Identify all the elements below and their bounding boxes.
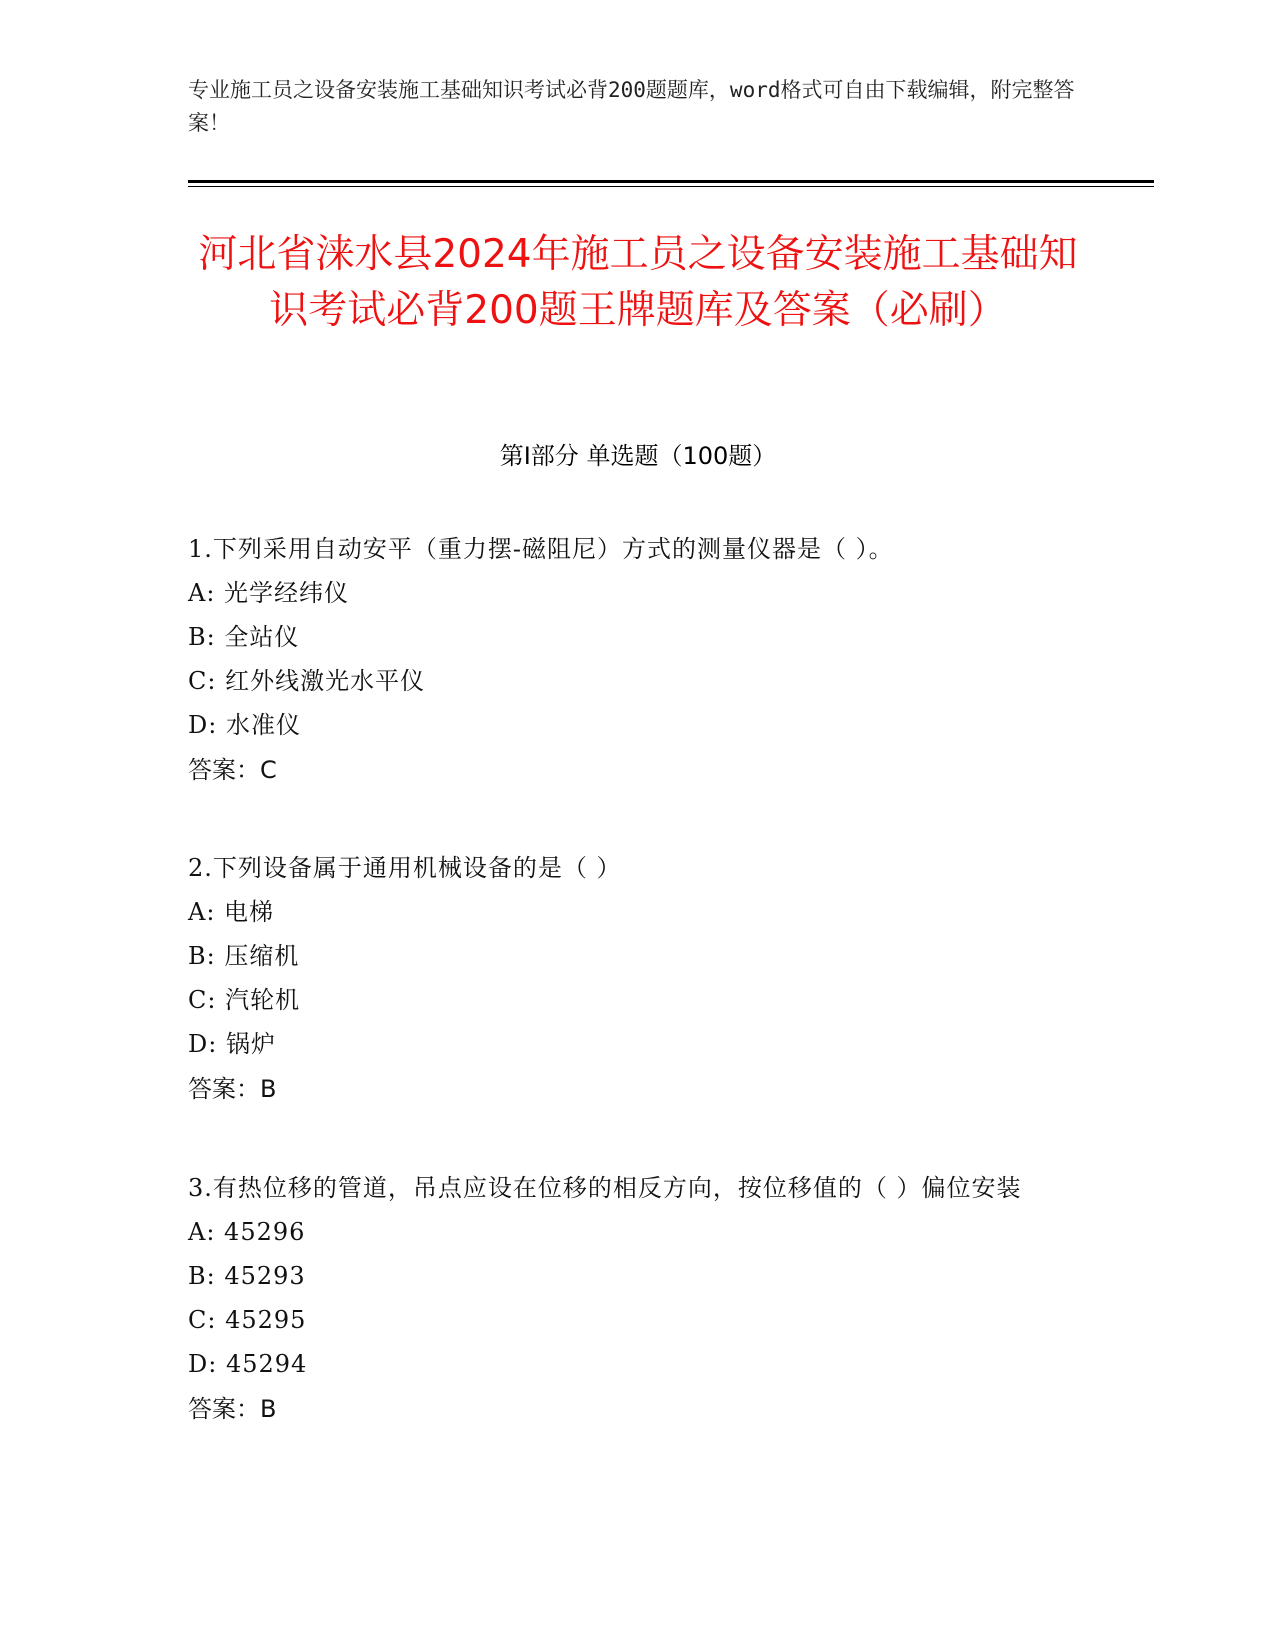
section-title: 第I部分 单选题（100题） <box>499 442 777 470</box>
option-c: C: 45295 <box>188 1306 307 1334</box>
answer-line: 答案：B <box>188 1395 277 1423</box>
document-title: 河北省涞水县2024年施工员之设备安装施工基础知识考试必背200题王牌题库及答案（必刷） <box>198 232 1078 333</box>
option-b: B: 45293 <box>188 1262 306 1290</box>
option-d: D: 锅炉 <box>188 1030 276 1058</box>
header-divider-thick <box>188 180 1154 183</box>
option-c: C: 红外线激光水平仪 <box>188 667 426 695</box>
option-a: A: 45296 <box>188 1218 306 1246</box>
option-d: D: 45294 <box>188 1350 308 1378</box>
option-a: A: 电梯 <box>188 898 275 926</box>
question-block <box>188 846 1088 1112</box>
option-b: B: 压缩机 <box>188 942 300 970</box>
option-d: D: 水准仪 <box>188 711 301 739</box>
option-c: C: 汽轮机 <box>188 986 301 1014</box>
header-note: 专业施工员之设备安装施工基础知识考试必背200题题库，word格式可自由下载编辑，附完整答案！ <box>188 78 1075 135</box>
question-stem: 1.下列采用自动安平（重力摆-磁阻尼）方式的测量仪器是（ ）。 <box>188 535 894 563</box>
option-a: A: 光学经纬仪 <box>188 579 350 607</box>
answer-line: 答案：C <box>188 756 277 784</box>
header-divider-thin <box>188 186 1154 187</box>
option-b: B: 全站仪 <box>188 623 300 651</box>
question-block <box>188 527 1088 793</box>
question-block <box>188 1166 1088 1432</box>
question-stem: 3.有热位移的管道，吊点应设在位移的相反方向，按位移值的（ ）偏位安装 <box>188 1174 1022 1202</box>
question-stem: 2.下列设备属于通用机械设备的是（ ） <box>188 854 622 882</box>
answer-line: 答案：B <box>188 1075 277 1103</box>
